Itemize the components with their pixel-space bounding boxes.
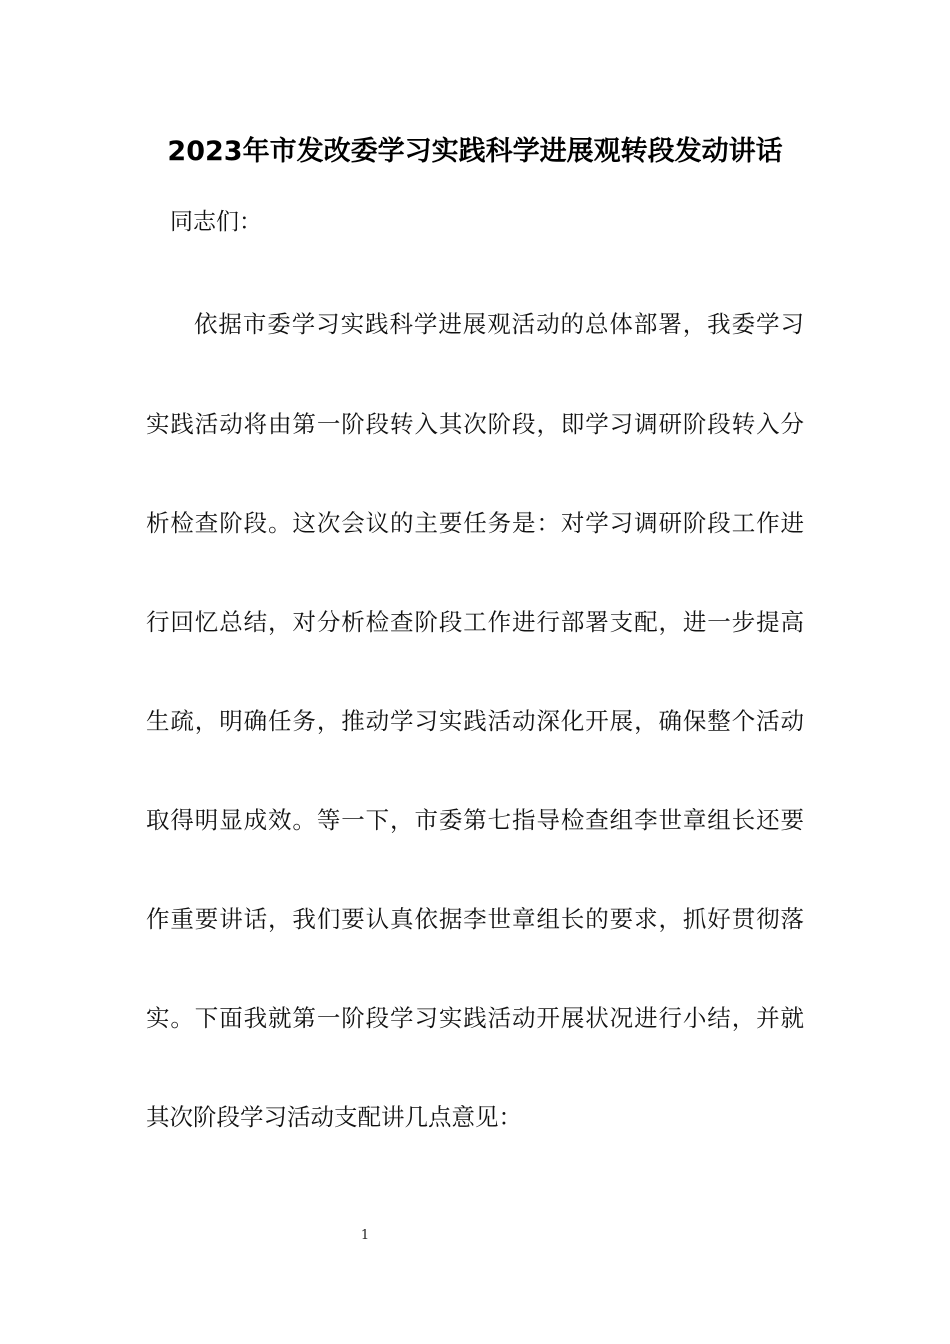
paragraph-line: 实践活动将由第一阶段转入其次阶段，即学习调研阶段转入分	[146, 410, 804, 438]
document-title: 2023年市发改委学习实践科学进展观转段发动讲话	[167, 136, 783, 167]
paragraph-line: 其次阶段学习活动支配讲几点意见：	[146, 1103, 522, 1131]
paragraph-line: 行回忆总结，对分析检查阶段工作进行部署支配，进一步提高	[146, 608, 804, 636]
page-number: 1	[360, 1228, 370, 1243]
paragraph-line: 依据市委学习实践科学进展观活动的总体部署，我委学习	[194, 310, 804, 338]
salutation: 同志们：	[170, 209, 262, 235]
paragraph-line: 作重要讲话，我们要认真依据李世章组长的要求，抓好贯彻落	[146, 905, 804, 933]
paragraph-line: 取得明显成效。等一下，市委第七指导检查组李世章组长还要	[146, 806, 804, 834]
paragraph-line: 生疏，明确任务，推动学习实践活动深化开展，确保整个活动	[146, 707, 804, 735]
paragraph-line: 实。下面我就第一阶段学习实践活动开展状况进行小结，并就	[146, 1004, 804, 1032]
paragraph-line: 析检查阶段。这次会议的主要任务是：对学习调研阶段工作进	[146, 509, 804, 537]
